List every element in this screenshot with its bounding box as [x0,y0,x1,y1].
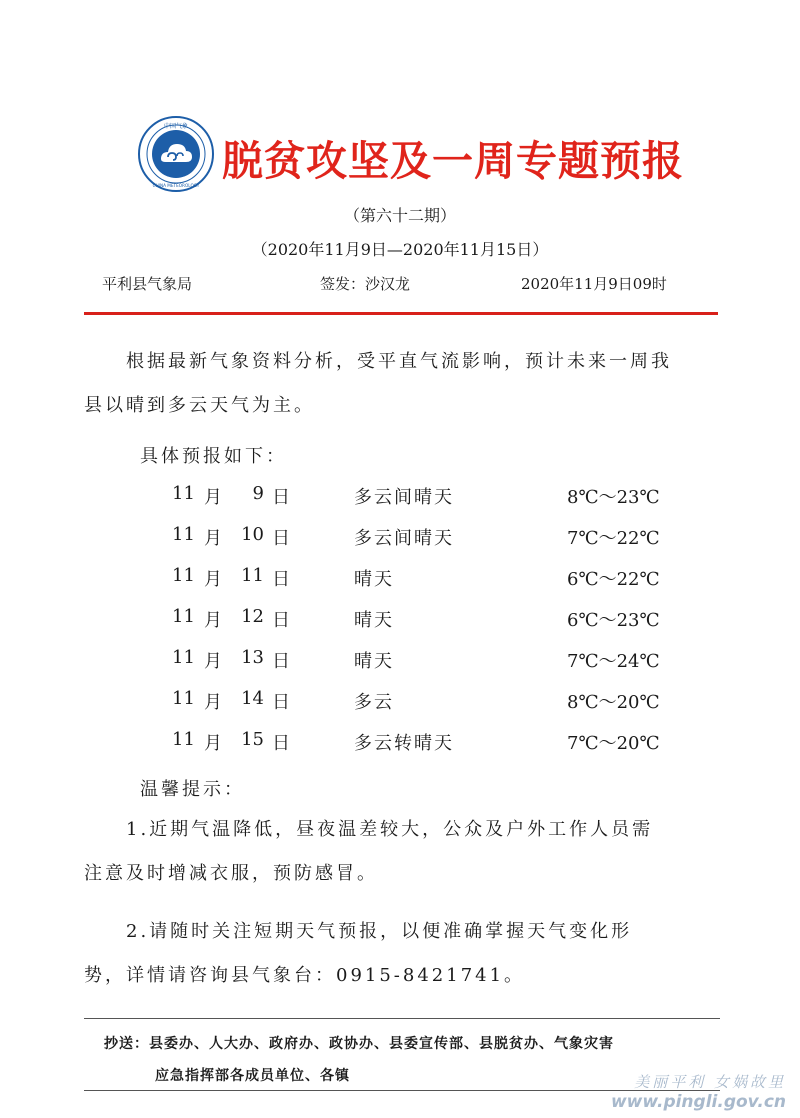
issue-number: （第六十二期） [343,206,456,225]
forecast-day-unit: 日 [272,487,290,508]
forecast-temp: 7℃～24℃ [567,651,660,672]
logo-top-text: 中国气象 [163,123,189,130]
forecast-day: 10 [241,524,264,545]
forecast-month-unit: 月 [204,610,222,631]
forecast-temp: 7℃～22℃ [567,528,660,549]
forecast-month: 11 [172,565,195,586]
forecast-temp: 6℃～22℃ [567,569,660,590]
forecast-day-unit: 日 [272,610,290,631]
forecast-row [0,565,800,605]
forecast-temp: 8℃～20℃ [567,692,660,713]
forecast-day: 15 [241,729,264,750]
forecast-weather: 多云 [354,692,394,713]
issuing-org: 平利县气象局 [102,275,193,293]
intro-line-2: 县以晴到多云天气为主。 [84,395,315,416]
forecast-weather: 多云转晴天 [354,733,454,754]
tips-heading: 温馨提示： [140,779,245,800]
forecast-day-unit: 日 [272,651,290,672]
forecast-day: 13 [241,647,264,668]
forecast-month-unit: 月 [204,569,222,590]
forecast-month: 11 [172,688,195,709]
forecast-weather: 晴天 [354,569,394,590]
forecast-temp: 6℃～23℃ [567,610,660,631]
forecast-month: 11 [172,524,195,545]
cc-line-2: 应急指挥部各成员单位、各镇 [155,1068,350,1084]
forecast-month: 11 [172,729,195,750]
tip-1-line-1: 1.近期气温降低，昼夜温差较大，公众及户外工作人员需 [126,819,654,840]
watermark-url: www.pingli.gov.cn [610,1092,786,1112]
forecast-row [0,729,800,769]
forecast-row [0,524,800,564]
document-title: 脱贫攻坚及一周专题预报 [222,137,684,185]
watermark-slogan: 美丽平利 女娲故里 [634,1073,786,1091]
tip-2-line-1: 2.请随时关注短期天气预报，以便准确掌握天气变化形 [126,921,633,942]
forecast-month: 11 [172,483,195,504]
forecast-month-unit: 月 [204,487,222,508]
forecast-day: 11 [241,565,264,586]
logo-bottom-text: CHINA METEOROLOGY [152,183,200,188]
forecast-weather: 多云间晴天 [354,487,454,508]
forecast-weather: 晴天 [354,610,394,631]
forecast-temp: 8℃～23℃ [567,487,660,508]
forecast-month: 11 [172,647,195,668]
header-divider [84,312,718,315]
forecast-month-unit: 月 [204,692,222,713]
forecast-day: 9 [252,483,264,504]
forecast-day-unit: 日 [272,569,290,590]
issue-time: 2020年11月9日09时 [521,275,667,293]
intro-line-1: 根据最新气象资料分析，受平直气流影响，预计未来一周我 [126,351,672,372]
forecast-day-unit: 日 [272,692,290,713]
forecast-day: 12 [241,606,264,627]
date-range: （2020年11月9日—2020年11月15日） [251,240,549,259]
site-watermark [611,1071,786,1112]
forecast-month-unit: 月 [204,733,222,754]
forecast-month-unit: 月 [204,528,222,549]
forecast-heading: 具体预报如下： [140,446,287,467]
signer: 签发：沙汉龙 [320,275,411,293]
forecast-day: 14 [241,688,264,709]
forecast-temp: 7℃～20℃ [567,733,660,754]
cc-line-1: 抄送：县委办、人大办、政府办、政协办、县委宣传部、县脱贫办、气象灾害 [104,1036,614,1052]
forecast-row [0,688,800,728]
forecast-day-unit: 日 [272,528,290,549]
tip-1-line-2: 注意及时增减衣服，预防感冒。 [84,863,378,884]
forecast-row [0,647,800,687]
meteorology-logo [137,115,215,193]
footer-divider-top [84,1018,720,1019]
forecast-month: 11 [172,606,195,627]
tip-2-line-2: 势，详情请咨询县气象台：0915-8421741。 [84,965,526,986]
forecast-row [0,606,800,646]
forecast-weather: 多云间晴天 [354,528,454,549]
forecast-day-unit: 日 [272,733,290,754]
forecast-row [0,483,800,523]
forecast-month-unit: 月 [204,651,222,672]
forecast-weather: 晴天 [354,651,394,672]
